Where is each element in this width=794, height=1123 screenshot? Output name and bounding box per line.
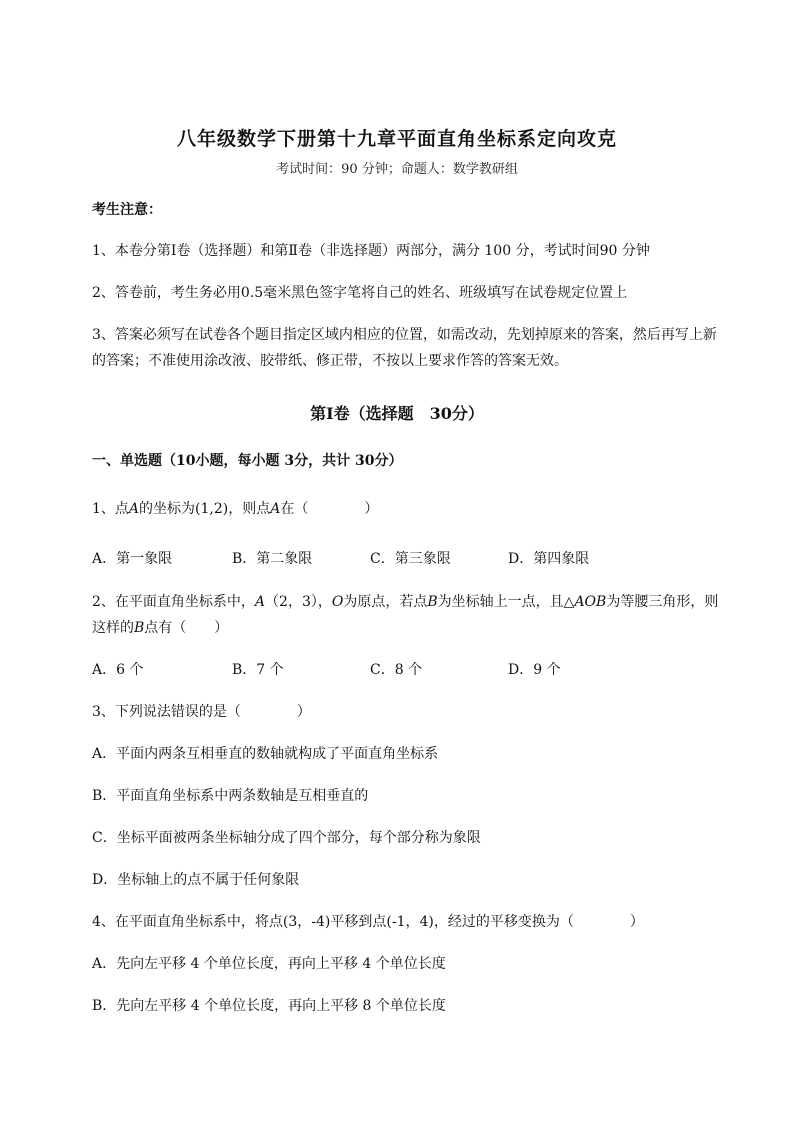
q3-text: 3、下列说法错误的是（ [92, 704, 241, 720]
option-b: B．第二象限 [232, 551, 313, 567]
question-1 [92, 500, 734, 518]
option-d: D．坐标轴上的点不属于任何象限 [92, 872, 300, 888]
q2-text: （2，3）， [265, 594, 332, 610]
option-a: A．第一象限 [92, 551, 173, 567]
q1-text: 1、点 [92, 501, 129, 517]
question-4 [92, 913, 734, 931]
question-2-cont [92, 619, 734, 637]
q4-text: ） [629, 914, 644, 930]
option-c: C．第三象限 [370, 551, 451, 567]
q2-var: AOB [574, 594, 607, 610]
q3-text: ） [296, 704, 311, 720]
option-c: C．8 个 [370, 662, 423, 678]
option-c: C．坐标平面被两条坐标轴分成了四个部分，每个部分称为象限 [92, 830, 481, 846]
option-b: B．平面直角坐标系中两条数轴是互相垂直的 [92, 788, 369, 804]
q2-text: 点有（ ） [144, 620, 229, 636]
option-a: A．6 个 [92, 662, 144, 678]
q1-text: 在（ [280, 501, 309, 517]
option-d: D．第四象限 [508, 551, 590, 567]
notice-heading: 考生注意： [92, 202, 162, 218]
notice-item: 的答案；不准使用涂改液、胶带纸、修正带，不按以上要求作答的答案无效。 [92, 353, 568, 369]
q1-text: 的坐标为(1,2)，则点 [139, 501, 271, 517]
page-title: 八年级数学下册第十九章平面直角坐标系定向攻克 [176, 128, 617, 150]
q4-text: 4、在平面直角坐标系中，将点(3，-4)平移到点(-1，4)，经过的平移变换为（ [92, 914, 574, 930]
q1-var: A [270, 501, 281, 517]
question-2 [92, 593, 734, 611]
q2-var: A [254, 594, 266, 610]
q2-var: B [134, 620, 145, 636]
q2-text: 为等腰三角形，则 [606, 594, 719, 610]
q2-text: 这样的 [92, 620, 134, 636]
notice-item: 1、本卷分第Ⅰ卷（选择题）和第Ⅱ卷（非选择题）两部分，满分 100 分，考试时间90 分钟 [92, 243, 650, 259]
q2-text: 为原点，若点 [343, 594, 428, 610]
notice-item: 2、答卷前，考生务必用0.5毫米黑色签字笔将自己的姓名、班级填写在试卷规定位置上 [92, 285, 628, 301]
q2-text: 2、在平面直角坐标系中， [92, 594, 255, 610]
option-a: A．先向左平移 4 个单位长度，再向上平移 4 个单位长度 [92, 956, 446, 972]
q2-text: 为坐标轴上一点，且△ [437, 594, 575, 610]
option-d: D．9 个 [508, 662, 561, 678]
q2-var: B [427, 594, 438, 610]
exam-info: 考试时间：90 分钟；命题人：数学教研组 [276, 162, 518, 177]
section-title: 第Ⅰ卷（选择题 30分） [310, 404, 484, 423]
option-b: B．7 个 [232, 662, 284, 678]
option-a: A．平面内两条互相垂直的数轴就构成了平面直角坐标系 [92, 746, 439, 762]
option-b: B．先向左平移 4 个单位长度，再向上平移 8 个单位长度 [92, 998, 446, 1014]
question-3 [92, 703, 734, 721]
q1-var: A [128, 501, 140, 517]
notice-item: 3、答案必须写在试卷各个题目指定区域内相应的位置，如需改动，先划掉原来的答案，然后再写上新 [92, 327, 717, 343]
q1-text: ） [364, 501, 379, 517]
q2-var: O [331, 594, 344, 610]
part-heading: 一、单选题（10小题，每小题 3分，共计 30分） [92, 453, 403, 469]
